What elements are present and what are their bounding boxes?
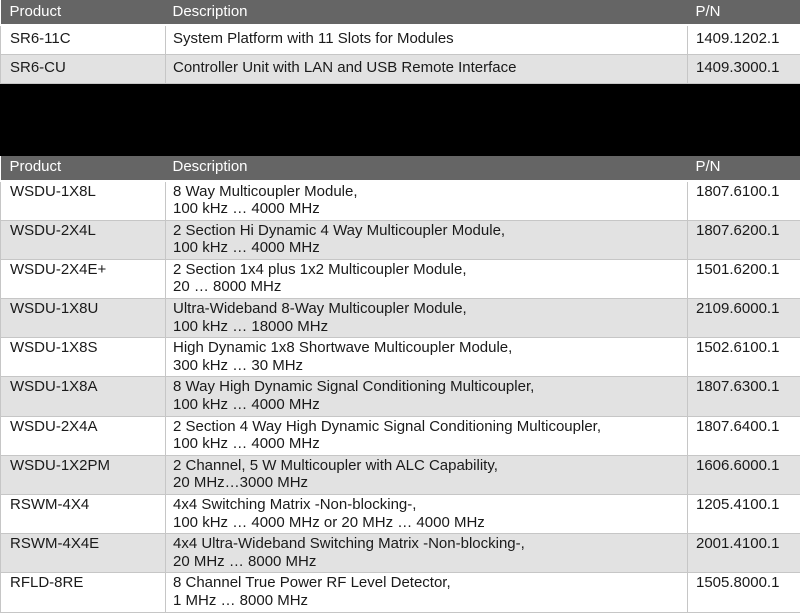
description-line-1: 2 Channel, 5 W Multicoupler with ALC Capability, bbox=[173, 457, 498, 474]
pn-cell: 2109.6000.1 bbox=[688, 299, 800, 338]
table-row bbox=[1, 25, 800, 54]
pn-cell: 1807.6200.1 bbox=[688, 220, 800, 259]
pn-cell: 1502.6100.1 bbox=[688, 338, 800, 377]
table-row bbox=[1, 455, 800, 494]
description-line-1: Ultra-Wideband 8-Way Multicoupler Module, bbox=[173, 300, 467, 317]
table-row bbox=[1, 181, 800, 221]
description-line-2: 20 MHz…3000 MHz bbox=[173, 474, 308, 491]
description-line-2: 20 MHz … 8000 MHz bbox=[173, 553, 316, 570]
pn-cell: 1807.6400.1 bbox=[688, 416, 800, 455]
pn-cell: 1501.6200.1 bbox=[688, 259, 800, 298]
description-cell: Controller Unit with LAN and USB Remote Interface bbox=[166, 54, 688, 83]
description-cell bbox=[166, 338, 688, 377]
table-row bbox=[1, 259, 800, 298]
description-cell bbox=[166, 220, 688, 259]
description-line-1: 8 Way High Dynamic Signal Conditioning Multicoupler, bbox=[173, 378, 534, 395]
pn-cell: 2001.4100.1 bbox=[688, 534, 800, 573]
pn-cell: 1807.6100.1 bbox=[688, 181, 800, 221]
product-cell: WSDU-2X4E+ bbox=[1, 259, 166, 298]
modules-table bbox=[0, 156, 800, 613]
table-row bbox=[1, 573, 800, 612]
product-cell: WSDU-1X8S bbox=[1, 338, 166, 377]
description-cell bbox=[166, 455, 688, 494]
table1-column-header-pn: P/N bbox=[688, 0, 800, 25]
description-line-1: 8 Channel True Power RF Level Detector, bbox=[173, 574, 451, 591]
table2-header-row bbox=[1, 156, 800, 181]
description-cell bbox=[166, 181, 688, 221]
description-line-1: High Dynamic 1x8 Shortwave Multicoupler Module, bbox=[173, 339, 512, 356]
description-line-2: 300 kHz … 30 MHz bbox=[173, 357, 303, 374]
separator-band bbox=[0, 84, 800, 156]
description-line-1: 4x4 Ultra-Wideband Switching Matrix -Non-blocking-, bbox=[173, 535, 525, 552]
product-cell: WSDU-1X8L bbox=[1, 181, 166, 221]
table-row bbox=[1, 416, 800, 455]
description-cell bbox=[166, 299, 688, 338]
product-cell: RSWM-4X4E bbox=[1, 534, 166, 573]
description-line-2: 20 … 8000 MHz bbox=[173, 278, 281, 295]
table-row bbox=[1, 54, 800, 83]
description-line-2: 100 kHz … 4000 MHz or 20 MHz … 4000 MHz bbox=[173, 514, 485, 531]
product-cell: RFLD-8RE bbox=[1, 573, 166, 612]
description-cell bbox=[166, 416, 688, 455]
description-line-1: 8 Way Multicoupler Module, bbox=[173, 183, 358, 200]
description-line-1: 2 Section 1x4 plus 1x2 Multicoupler Module, bbox=[173, 261, 467, 278]
product-cell: RSWM-4X4 bbox=[1, 495, 166, 534]
table-row bbox=[1, 338, 800, 377]
description-line-2: 100 kHz … 4000 MHz bbox=[173, 239, 320, 256]
description-line-2: 100 kHz … 4000 MHz bbox=[173, 435, 320, 452]
pn-cell: 1409.3000.1 bbox=[688, 54, 800, 83]
pn-cell: 1409.1202.1 bbox=[688, 25, 800, 54]
pn-cell: 1505.8000.1 bbox=[688, 573, 800, 612]
table-row bbox=[1, 299, 800, 338]
table-row bbox=[1, 534, 800, 573]
product-cell: SR6-CU bbox=[1, 54, 166, 83]
product-cell: WSDU-2X4L bbox=[1, 220, 166, 259]
description-cell: System Platform with 11 Slots for Modules bbox=[166, 25, 688, 54]
description-cell bbox=[166, 259, 688, 298]
product-cell: WSDU-2X4A bbox=[1, 416, 166, 455]
table1-column-header-description: Description bbox=[166, 0, 688, 25]
table1-header-row bbox=[1, 0, 800, 25]
pn-cell: 1807.6300.1 bbox=[688, 377, 800, 416]
product-cell: WSDU-1X2PM bbox=[1, 455, 166, 494]
product-cell: WSDU-1X8A bbox=[1, 377, 166, 416]
description-line-2: 100 kHz … 4000 MHz bbox=[173, 396, 320, 413]
description-line-2: 100 kHz … 18000 MHz bbox=[173, 318, 328, 335]
description-cell bbox=[166, 534, 688, 573]
description-line-1: 4x4 Switching Matrix -Non-blocking-, bbox=[173, 496, 416, 513]
table2-column-header-pn: P/N bbox=[688, 156, 800, 181]
pn-cell: 1205.4100.1 bbox=[688, 495, 800, 534]
description-line-1: 2 Section 4 Way High Dynamic Signal Conditioning Multicoupler, bbox=[173, 418, 601, 435]
product-cell: SR6-11C bbox=[1, 25, 166, 54]
table-row bbox=[1, 495, 800, 534]
product-cell: WSDU-1X8U bbox=[1, 299, 166, 338]
table-row bbox=[1, 220, 800, 259]
description-cell bbox=[166, 495, 688, 534]
description-line-1: 2 Section Hi Dynamic 4 Way Multicoupler Module, bbox=[173, 222, 505, 239]
description-cell bbox=[166, 377, 688, 416]
description-cell bbox=[166, 573, 688, 612]
system-components-table bbox=[0, 0, 800, 84]
table1-column-header-product: Product bbox=[1, 0, 166, 25]
pn-cell: 1606.6000.1 bbox=[688, 455, 800, 494]
table2-column-header-product: Product bbox=[1, 156, 166, 181]
description-line-2: 100 kHz … 4000 MHz bbox=[173, 200, 320, 217]
table-row bbox=[1, 377, 800, 416]
table2-column-header-description: Description bbox=[166, 156, 688, 181]
description-line-2: 1 MHz … 8000 MHz bbox=[173, 592, 308, 609]
